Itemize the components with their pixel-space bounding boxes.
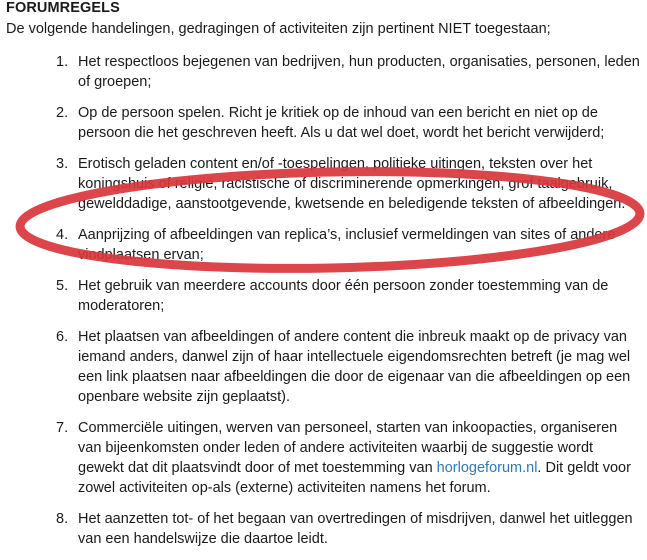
rule-item-5: [50, 276, 642, 316]
rule-number: 3.: [56, 156, 69, 172]
rules-list: [50, 52, 642, 560]
rule-text: Aanprijzing of afbeeldingen van replica’s, inclusief vermeldingen van sites of andere vindplaatsen ervan;: [78, 227, 616, 263]
rule-text: Op de persoon spelen. Richt je kritiek op de inhoud van een bericht en niet op de persoon die het geschreven heeft. Als u dat wel doet, wordt het bericht verwijderd;: [78, 105, 605, 141]
rule-item-6: [50, 327, 642, 407]
rule-number: 2.: [56, 105, 69, 121]
rule-item-8: [50, 509, 642, 549]
rule-text: Erotisch geladen content en/of -toespelingen, politieke uitingen, teksten over het koningshuis of religie, racistische of discriminerende opmerkingen, grof taalgebruik, gewelddadige, aanstootgevende, kwetsende en beledigende teksten of afbeeldingen.: [78, 156, 626, 212]
horlogeforum-link[interactable]: horlogeforum.nl: [436, 460, 538, 476]
rule-number: 5.: [56, 278, 69, 294]
rule-item-7: [50, 418, 642, 498]
intro-text: De volgende handelingen, gedragingen of activiteiten zijn pertinent NIET toegestaan;: [6, 21, 551, 37]
rule-number: 1.: [56, 54, 69, 70]
rule-text: Het plaatsen van afbeeldingen of andere content die inbreuk maakt op de privacy van iemand anders, danwel zijn of haar intellectuele eigendomsrechten betreft (je mag wel een link plaatsen naar afbeeldingen die door de eigenaar van die afbeeldingen op een openbare website zijn geplaatst).: [78, 329, 631, 405]
rule-item-4: [50, 225, 642, 265]
rule-text: Het gebruik van meerdere accounts door één persoon zonder toestemming van de moderatoren;: [78, 278, 609, 314]
rule-item-3: [50, 154, 642, 214]
rule-text-after-link: . Dit geldt voor zowel activiteiten op-als (externe) activiteiten namens het forum.: [78, 460, 631, 496]
rule-number: 8.: [56, 511, 69, 527]
rule-number: 7.: [56, 420, 69, 436]
rule-text: Het respectloos bejegenen van bedrijven, hun producten, organisaties, personen, leden of groepen;: [78, 54, 640, 90]
rule-item-2: [50, 103, 642, 143]
rule-number: 6.: [56, 329, 69, 345]
rule-text-before-link: Commerciële uitingen, werven van personeel, starten van inkoopacties, organiseren van bijeenkomsten onder leden of andere activiteiten waarbij de suggestie wordt gewekt dat dit plaatsvindt door of met toestemming van: [78, 420, 618, 476]
rule-text: [78, 420, 631, 496]
rule-item-1: [50, 52, 642, 92]
rule-number: 4.: [56, 227, 69, 243]
rule-text: Het aanzetten tot- of het begaan van overtredingen of misdrijven, danwel het uitleggen van een handelswijze die daartoe leidt.: [78, 511, 633, 547]
page-title: FORUMREGELS: [6, 0, 120, 16]
